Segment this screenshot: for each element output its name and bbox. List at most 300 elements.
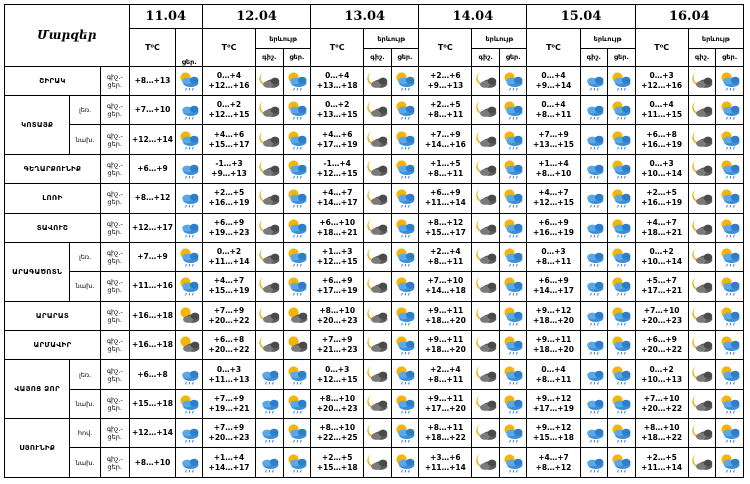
- table-row: [5, 184, 744, 213]
- day-weather-icon: [391, 272, 419, 301]
- day-weather-icon: [499, 331, 527, 360]
- day-night-label: գիշ.-ցեր.: [100, 96, 129, 125]
- temp-cell: 0…+3 +11…+13: [203, 360, 256, 389]
- temp-cell: +7…+9 +14…+16: [419, 125, 472, 154]
- region-name: ԳԵՂԱՐՔՈՒՆԻՔ: [5, 154, 101, 183]
- night-weather-icon: [472, 96, 500, 125]
- night-weather-icon: [688, 96, 716, 125]
- night-weather-icon: [472, 331, 500, 360]
- night-weather-icon: [472, 419, 500, 448]
- day-col-label: ցեր.: [613, 52, 629, 61]
- night-weather-icon: [580, 154, 608, 183]
- day-weather-icon: [716, 66, 744, 95]
- night-weather-icon: [472, 184, 500, 213]
- temp-cell: -1…+3 +9…+13: [203, 154, 256, 183]
- temp-cell: +8…+12: [129, 184, 176, 213]
- phen-col-label: երևույթ: [472, 30, 526, 49]
- weather-icon: [176, 242, 203, 271]
- night-weather-icon: [256, 125, 284, 154]
- temp-col-label: T⁰C: [635, 29, 688, 66]
- temp-col-label: T⁰C: [203, 29, 256, 66]
- day-weather-icon: [499, 66, 527, 95]
- temp-cell: +2…+4 +8…+11: [419, 242, 472, 271]
- temp-cell: +5…+7 +17…+21: [635, 272, 688, 301]
- temp-cell: +6…+10 +18…+21: [311, 213, 364, 242]
- day-col-label: ցեր.: [289, 52, 305, 61]
- temp-cell: +1…+4 +8…+10: [527, 154, 580, 183]
- table-row: [5, 213, 744, 242]
- night-weather-icon: [688, 419, 716, 448]
- temp-cell: +9…+12 +17…+19: [527, 389, 580, 418]
- temp-cell: +3…+6 +11…+14: [419, 448, 472, 478]
- table-row: [5, 360, 744, 389]
- temp-cell: 0…+4 +8…+11: [527, 360, 580, 389]
- night-weather-icon: [580, 419, 608, 448]
- temp-cell: +7…+9 +20…+23: [203, 419, 256, 448]
- temp-cell: +4…+7 +8…+12: [527, 448, 580, 478]
- night-weather-icon: [256, 389, 284, 418]
- temp-cell: +12…+14: [129, 125, 176, 154]
- weather-icon: [176, 154, 203, 183]
- night-weather-icon: [580, 125, 608, 154]
- night-weather-icon: [364, 272, 392, 301]
- day-weather-icon: [499, 360, 527, 389]
- date-header: 15.04: [527, 5, 635, 29]
- table-row: [5, 96, 744, 125]
- night-weather-icon: [472, 213, 500, 242]
- temp-cell: +4…+7 +14…+17: [311, 184, 364, 213]
- day-weather-icon: [283, 96, 311, 125]
- forecast-table-wrap: [4, 4, 744, 478]
- temp-cell: +6…+9 +20…+22: [635, 331, 688, 360]
- day-weather-icon: [391, 242, 419, 271]
- day-weather-icon: [391, 154, 419, 183]
- temp-cell: +16…+18: [129, 331, 176, 360]
- day-weather-icon: [499, 96, 527, 125]
- night-col-label: գիշ.: [689, 49, 717, 66]
- day-weather-icon: [499, 448, 527, 478]
- temp-cell: +4…+6 +17…+19: [311, 125, 364, 154]
- day-weather-icon: [499, 419, 527, 448]
- date-header: 12.04: [203, 5, 311, 29]
- night-weather-icon: [580, 184, 608, 213]
- day-weather-icon: [608, 419, 636, 448]
- day-weather-icon: [499, 272, 527, 301]
- temp-cell: 0…+3 +12…+16: [635, 66, 688, 95]
- night-weather-icon: [688, 213, 716, 242]
- subregion-label: հով.: [70, 419, 101, 448]
- weather-icon: [176, 419, 203, 448]
- day-night-label: գիշ.-ցեր.: [100, 125, 129, 154]
- temp-cell: +2…+5 +16…+19: [203, 184, 256, 213]
- temp-cell: +8…+11 +18…+22: [419, 419, 472, 448]
- subregion-label: նախ.: [70, 125, 101, 154]
- day-weather-icon: [283, 389, 311, 418]
- temp-cell: +8…+10 +20…+23: [311, 301, 364, 330]
- night-weather-icon: [364, 184, 392, 213]
- night-weather-icon: [580, 448, 608, 478]
- weather-icon: [176, 125, 203, 154]
- night-weather-icon: [472, 389, 500, 418]
- day-night-label: գիշ.-ցեր.: [100, 360, 129, 389]
- night-col-label: գիշ.: [364, 49, 392, 66]
- night-weather-icon: [364, 301, 392, 330]
- day-weather-icon: [716, 389, 744, 418]
- night-weather-icon: [364, 242, 392, 271]
- phen-col-label: երևույթ: [364, 30, 418, 49]
- day-weather-icon: [391, 360, 419, 389]
- night-weather-icon: [472, 448, 500, 478]
- day-weather-icon: [283, 66, 311, 95]
- temp-cell: +9…+11 +18…+20: [527, 331, 580, 360]
- temp-cell: +6…+8 +16…+19: [635, 125, 688, 154]
- day-weather-icon: [608, 301, 636, 330]
- day-weather-icon: [391, 331, 419, 360]
- day-weather-icon: [608, 360, 636, 389]
- night-weather-icon: [256, 213, 284, 242]
- day-weather-icon: [391, 213, 419, 242]
- night-weather-icon: [688, 125, 716, 154]
- temp-cell: +8…+12 +15…+17: [419, 213, 472, 242]
- temp-cell: +4…+6 +15…+17: [203, 125, 256, 154]
- table-row: [5, 448, 744, 478]
- day-weather-icon: [608, 184, 636, 213]
- temp-cell: +9…+12 +18…+20: [527, 301, 580, 330]
- night-weather-icon: [364, 213, 392, 242]
- day-weather-icon: [499, 184, 527, 213]
- day-weather-icon: [391, 448, 419, 478]
- night-weather-icon: [256, 96, 284, 125]
- day-weather-icon: [283, 213, 311, 242]
- temp-cell: +4…+7 +12…+15: [527, 184, 580, 213]
- day-night-label: գիշ.-ցեր.: [100, 154, 129, 183]
- day-night-label: գիշ.-ցեր.: [100, 66, 129, 95]
- day-weather-icon: [283, 272, 311, 301]
- night-weather-icon: [688, 360, 716, 389]
- day-weather-icon: [283, 301, 311, 330]
- temp-cell: +16…+18: [129, 301, 176, 330]
- night-weather-icon: [580, 242, 608, 271]
- temp-cell: +1…+5 +8…+11: [419, 154, 472, 183]
- night-weather-icon: [688, 331, 716, 360]
- temp-col-label: T⁰C: [419, 29, 472, 66]
- region-name: ՇԻՐԱԿ: [5, 66, 101, 95]
- day-weather-icon: [716, 301, 744, 330]
- temp-cell: +2…+5 +11…+14: [635, 448, 688, 478]
- night-weather-icon: [688, 389, 716, 418]
- night-col-label: գիշ.: [256, 49, 284, 66]
- temp-cell: +8…+10 +18…+22: [635, 419, 688, 448]
- temp-cell: +7…+10: [129, 96, 176, 125]
- table-row: [5, 154, 744, 183]
- day-night-label: գիշ.-ցեր.: [100, 301, 129, 330]
- day-weather-icon: [391, 389, 419, 418]
- temp-cell: +11…+16: [129, 272, 176, 301]
- day-weather-icon: [716, 154, 744, 183]
- night-weather-icon: [580, 272, 608, 301]
- night-weather-icon: [256, 331, 284, 360]
- day-weather-icon: [283, 360, 311, 389]
- date-header: 14.04: [419, 5, 527, 29]
- night-weather-icon: [580, 66, 608, 95]
- temp-cell: 0…+2 +13…+15: [311, 96, 364, 125]
- day-weather-icon: [283, 331, 311, 360]
- temp-cell: +8…+10 +20…+23: [311, 389, 364, 418]
- temp-cell: +9…+12 +15…+18: [527, 419, 580, 448]
- day-col-label: ցեր.: [397, 52, 413, 61]
- day-night-label: գիշ.-ցեր.: [100, 184, 129, 213]
- night-weather-icon: [256, 448, 284, 478]
- region-name: ԱՐՄԱՎԻՐ: [5, 331, 101, 360]
- table-row: [5, 301, 744, 330]
- night-weather-icon: [364, 66, 392, 95]
- day-night-label: գիշ.-ցեր.: [100, 331, 129, 360]
- temp-cell: +2…+6 +9…+13: [419, 66, 472, 95]
- temp-cell: +2…+5 +16…+19: [635, 184, 688, 213]
- night-weather-icon: [580, 96, 608, 125]
- subregion-label: նախ.: [70, 448, 101, 478]
- night-weather-icon: [580, 389, 608, 418]
- day-weather-icon: [283, 154, 311, 183]
- temp-cell: +2…+5 +15…+18: [311, 448, 364, 478]
- day-weather-icon: [499, 154, 527, 183]
- night-weather-icon: [472, 66, 500, 95]
- night-weather-icon: [364, 125, 392, 154]
- temp-cell: +6…+8: [129, 360, 176, 389]
- temp-cell: +7…+9: [129, 242, 176, 271]
- day-weather-icon: [608, 154, 636, 183]
- table-row: [5, 419, 744, 448]
- night-weather-icon: [256, 360, 284, 389]
- temp-cell: +1…+4 +14…+17: [203, 448, 256, 478]
- day-weather-icon: [283, 448, 311, 478]
- day-night-label: գիշ.-ցեր.: [100, 272, 129, 301]
- date-header: 11.04: [129, 5, 202, 29]
- night-weather-icon: [580, 360, 608, 389]
- weather-icon: [176, 360, 203, 389]
- weather-icon: [176, 389, 203, 418]
- night-col-label: գիշ.: [581, 49, 609, 66]
- day-night-label: գիշ.-ցեր.: [100, 448, 129, 478]
- temp-cell: +12…+17: [129, 213, 176, 242]
- night-weather-icon: [256, 154, 284, 183]
- day-weather-icon: [391, 419, 419, 448]
- day-weather-icon: [608, 66, 636, 95]
- temp-cell: +6…+9 +14…+17: [527, 272, 580, 301]
- weather-icon: [176, 331, 203, 360]
- region-name: ԱՐԱԳԱԾՈՏՆ: [5, 242, 70, 301]
- day-weather-icon: [391, 301, 419, 330]
- night-weather-icon: [472, 125, 500, 154]
- night-weather-icon: [364, 360, 392, 389]
- temp-cell: 0…+2 +12…+15: [203, 96, 256, 125]
- day-weather-icon: [716, 213, 744, 242]
- night-weather-icon: [472, 154, 500, 183]
- temp-cell: +8…+10: [129, 448, 176, 478]
- night-weather-icon: [472, 360, 500, 389]
- temp-cell: +12…+14: [129, 419, 176, 448]
- temp-cell: 0…+3 +8…+11: [527, 242, 580, 271]
- day-weather-icon: [716, 96, 744, 125]
- day-weather-icon: [391, 96, 419, 125]
- day-night-label: գիշ.-ցեր.: [100, 213, 129, 242]
- day-weather-icon: [391, 125, 419, 154]
- night-weather-icon: [472, 301, 500, 330]
- day-weather-icon: [283, 184, 311, 213]
- night-weather-icon: [256, 184, 284, 213]
- day-weather-icon: [283, 125, 311, 154]
- temp-cell: +6…+9 +19…+23: [203, 213, 256, 242]
- temp-cell: +7…+9 +13…+15: [527, 125, 580, 154]
- temp-cell: +7…+9 +20…+22: [203, 301, 256, 330]
- night-weather-icon: [364, 419, 392, 448]
- region-name: ՏԱՎՈՒՇ: [5, 213, 101, 242]
- day-weather-icon: [391, 184, 419, 213]
- corner-label: Մարզեր: [5, 5, 130, 67]
- night-weather-icon: [364, 448, 392, 478]
- night-weather-icon: [256, 272, 284, 301]
- temp-cell: +8…+10 +22…+25: [311, 419, 364, 448]
- night-col-label: գիշ.: [472, 49, 500, 66]
- night-weather-icon: [472, 242, 500, 271]
- day-weather-icon: [608, 242, 636, 271]
- day-weather-icon: [716, 272, 744, 301]
- day-weather-icon: [716, 331, 744, 360]
- weather-icon: [176, 301, 203, 330]
- day-weather-icon: [716, 184, 744, 213]
- region-name: ԿՈՏԱՅՔ: [5, 96, 70, 155]
- phen-col-label: երևույթ: [689, 30, 743, 49]
- day-col-label: ցեր.: [505, 52, 521, 61]
- temp-cell: 0…+4 +12…+16: [203, 66, 256, 95]
- temp-cell: -1…+4 +12…+15: [311, 154, 364, 183]
- temp-cell: +8…+13: [129, 66, 176, 95]
- temp-cell: +6…+9 +17…+19: [311, 272, 364, 301]
- temp-cell: +7…+10 +20…+23: [635, 301, 688, 330]
- temp-cell: +4…+7 +18…+21: [635, 213, 688, 242]
- temp-cell: 0…+3 +10…+14: [635, 154, 688, 183]
- night-weather-icon: [256, 419, 284, 448]
- temp-cell: +7…+10 +14…+18: [419, 272, 472, 301]
- day-weather-icon: [608, 96, 636, 125]
- temp-cell: 0…+3 +12…+15: [311, 360, 364, 389]
- day-weather-icon: [716, 448, 744, 478]
- table-row: [5, 272, 744, 301]
- subregion-label: լեռ.: [70, 242, 101, 271]
- temp-cell: +6…+8 +20…+22: [203, 331, 256, 360]
- table-row: [5, 389, 744, 418]
- phen-col-label: երևույթ: [581, 30, 635, 49]
- night-weather-icon: [688, 242, 716, 271]
- subregion-label: նախ.: [70, 389, 101, 418]
- temp-cell: 0…+4 +9…+14: [527, 66, 580, 95]
- day-weather-icon: [608, 448, 636, 478]
- day-weather-icon: [283, 419, 311, 448]
- day-weather-icon: [608, 125, 636, 154]
- night-weather-icon: [364, 389, 392, 418]
- weather-icon: [176, 96, 203, 125]
- region-name: ԱՐԱՐԱՏ: [5, 301, 101, 330]
- temp-cell: +15…+18: [129, 389, 176, 418]
- temp-col-label: T⁰C: [527, 29, 580, 66]
- region-name: ԼՈՌԻ: [5, 184, 101, 213]
- temp-cell: 0…+2 +10…+14: [635, 242, 688, 271]
- day-weather-icon: [608, 213, 636, 242]
- temp-cell: 0…+2 +10…+13: [635, 360, 688, 389]
- table-row: [5, 242, 744, 271]
- temp-cell: 0…+4 +13…+18: [311, 66, 364, 95]
- weather-icon: [176, 66, 203, 95]
- weather-icon: [176, 184, 203, 213]
- night-weather-icon: [580, 331, 608, 360]
- night-weather-icon: [256, 301, 284, 330]
- day-weather-icon: [499, 125, 527, 154]
- weather-icon: [176, 448, 203, 478]
- table-row: [5, 331, 744, 360]
- night-weather-icon: [688, 448, 716, 478]
- night-weather-icon: [688, 272, 716, 301]
- temp-col-label: T⁰C: [311, 29, 364, 66]
- date-header: 13.04: [311, 5, 419, 29]
- day-col-label: ցեր.: [176, 29, 203, 66]
- day-weather-icon: [391, 66, 419, 95]
- day-weather-icon: [608, 272, 636, 301]
- table-row: [5, 66, 744, 95]
- night-weather-icon: [256, 66, 284, 95]
- table-row: [5, 125, 744, 154]
- phen-col-label: երևույթ: [256, 30, 310, 49]
- region-name: ՎԱՅՈՑ ՁՈՐ: [5, 360, 70, 419]
- region-name: ՍՅՈՒՆԻՔ: [5, 419, 70, 478]
- day-weather-icon: [716, 242, 744, 271]
- forecast-table: [4, 4, 744, 478]
- temp-cell: 0…+4 +11…+15: [635, 96, 688, 125]
- day-night-label: գիշ.-ցեր.: [100, 389, 129, 418]
- night-weather-icon: [688, 301, 716, 330]
- temp-col-label: T⁰C: [129, 29, 176, 66]
- day-night-label: գիշ.-ցեր.: [100, 242, 129, 271]
- night-weather-icon: [256, 242, 284, 271]
- date-header: 16.04: [635, 5, 743, 29]
- subregion-label: լեռ.: [70, 96, 101, 125]
- temp-cell: +2…+4 +8…+11: [419, 360, 472, 389]
- day-weather-icon: [499, 213, 527, 242]
- day-weather-icon: [716, 125, 744, 154]
- night-weather-icon: [472, 272, 500, 301]
- temp-cell: +6…+9: [129, 154, 176, 183]
- day-weather-icon: [716, 419, 744, 448]
- temp-cell: +9…+11 +18…+20: [419, 331, 472, 360]
- night-weather-icon: [364, 331, 392, 360]
- night-weather-icon: [364, 96, 392, 125]
- temp-cell: +6…+9 +11…+14: [419, 184, 472, 213]
- day-col-label: ցեր.: [722, 52, 738, 61]
- day-weather-icon: [499, 389, 527, 418]
- night-weather-icon: [580, 301, 608, 330]
- weather-icon: [176, 272, 203, 301]
- night-weather-icon: [688, 66, 716, 95]
- temp-cell: 0…+2 +11…+14: [203, 242, 256, 271]
- temp-cell: +4…+7 +15…+19: [203, 272, 256, 301]
- night-weather-icon: [364, 154, 392, 183]
- subregion-label: լեռ.: [70, 360, 101, 389]
- temp-cell: +1…+3 +12…+15: [311, 242, 364, 271]
- subregion-label: նախ.: [70, 272, 101, 301]
- temp-cell: +9…+11 +17…+20: [419, 389, 472, 418]
- day-weather-icon: [608, 331, 636, 360]
- day-weather-icon: [499, 301, 527, 330]
- temp-cell: +6…+9 +16…+19: [527, 213, 580, 242]
